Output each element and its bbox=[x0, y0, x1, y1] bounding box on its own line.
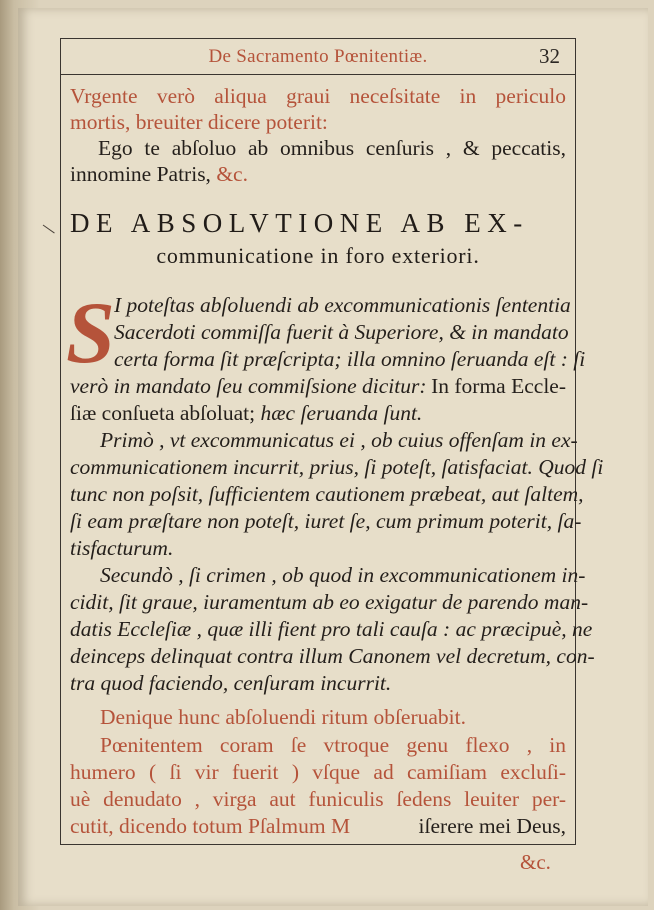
section-heading-line-2: communicatione in foro exteriori. bbox=[156, 243, 480, 268]
paragraph2-line-3: tunc non poſsit, ſufficientem cautionem præbeat, aut ſaltem, bbox=[70, 482, 584, 506]
formula-line-2 bbox=[70, 164, 566, 186]
intro-line-2: mortis, breuiter dicere poterit: bbox=[70, 110, 328, 134]
formula-line-1: Ego te abſoluo ab omnibus cenſuris , & peccatis, bbox=[98, 136, 566, 160]
paragraph1-line-4-roman: In forma Eccle- bbox=[431, 374, 566, 398]
paragraph1-line-5-italic: hæc ſeruanda ſunt. bbox=[260, 401, 423, 425]
paragraph1-line-4 bbox=[70, 376, 566, 398]
paragraph2-line-4: ſi eam præſtare non poteſt, iuret ſe, cum primum poterit, ſa- bbox=[70, 509, 582, 533]
drop-cap: S bbox=[66, 285, 115, 382]
paragraph3-line-4: deinceps delinquat contra illum Canonem vel decretum, con- bbox=[70, 644, 595, 668]
paragraph5-line-4-black: iſerere mei Deus, bbox=[418, 814, 566, 838]
formula-text: innomine Patris, bbox=[70, 162, 211, 186]
paragraph3-line-2: cidit, ſit graue, iuramentum ab eo exigatur de parendo man- bbox=[70, 590, 589, 614]
paragraph1-line-1: I poteſtas abſoluendi ab excommunicationis ſententia bbox=[114, 293, 571, 317]
catchword: &c. bbox=[520, 850, 551, 874]
paragraph1-line-4-italic: verò in mandato ſeu commiſsione dicitur: bbox=[70, 374, 427, 398]
formula-etc: &c. bbox=[216, 162, 248, 186]
paragraph1-line-5-roman: ſiæ conſueta abſoluat; bbox=[70, 401, 256, 425]
paragraph1-line-5 bbox=[70, 403, 566, 425]
section-heading-line-1: DE ABSOLVTIONE AB EX- bbox=[70, 208, 529, 238]
paragraph5-line-4-red: cutit, dicendo totum Pſalmum M bbox=[70, 814, 351, 838]
paragraph4-line: Denique hunc abſoluendi ritum obſeruabit. bbox=[100, 705, 467, 729]
paragraph3-line-1: Secundò , ſi crimen , ob quod in excommunicationem in- bbox=[100, 563, 586, 587]
paragraph5-line-1: Pœnitentem coram ſe vtroque genu flexo , in bbox=[100, 733, 566, 757]
intro-line-1: Vrgente verò aliqua graui neceſsitate in periculo bbox=[70, 84, 566, 108]
paragraph3-line-5: tra quod faciendo, cenſuram incurrit. bbox=[70, 671, 392, 695]
paragraph1-line-2: Sacerdoti commiſſa fuerit à Superiore, & in mandato bbox=[114, 320, 569, 344]
paragraph5-line-3: uè denudato , virga aut funiculis ſedens leuiter per- bbox=[70, 787, 566, 811]
paragraph2-line-5: tisfacturum. bbox=[70, 536, 174, 560]
paragraph2-line-1: Primò , vt excommunicatus ei , ob cuius offenſam in ex- bbox=[100, 428, 578, 452]
paragraph2-line-2: communicationem incurrit, prius, ſi poteſt, ſatisfaciat. Quod ſi bbox=[70, 455, 604, 479]
paragraph5-line-2: humero ( ſi vir fuerit ) vſque ad camiſiam excluſi- bbox=[70, 760, 566, 784]
paragraph5-line-4 bbox=[70, 816, 566, 838]
page-number: 32 bbox=[539, 44, 560, 68]
header-rule bbox=[60, 74, 576, 75]
running-head: De Sacramento Pœnitentiæ. bbox=[208, 46, 428, 67]
paragraph3-line-3: datis Eccleſiæ , quæ illi fient pro tali cauſa : ac præcipuè, ne bbox=[70, 617, 593, 641]
paragraph1-line-3: certa forma ſit præſcripta; illa omnino ſeruanda eſt : ſi bbox=[114, 347, 586, 371]
